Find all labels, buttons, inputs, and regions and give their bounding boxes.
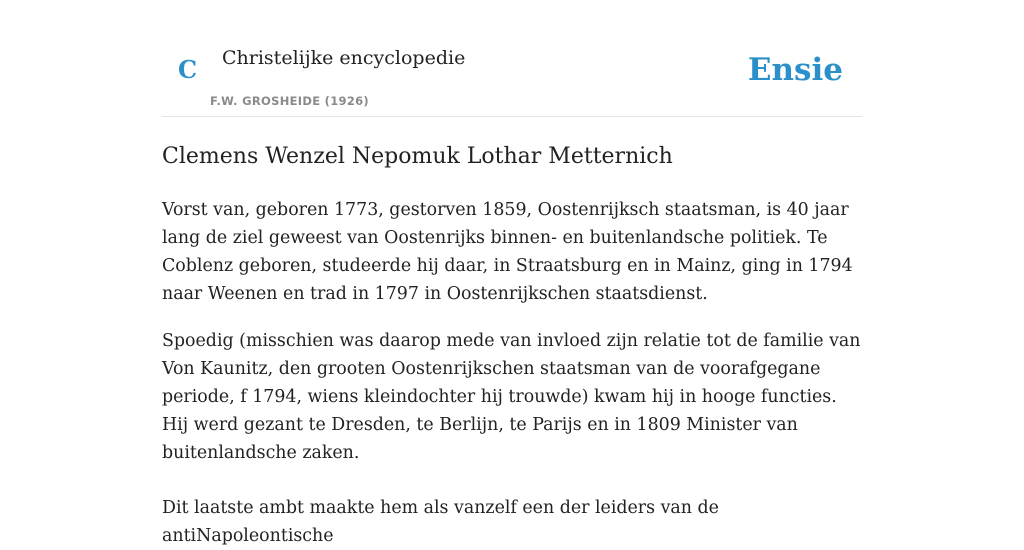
page bbox=[162, 0, 862, 550]
encyclopedia-title[interactable]: Christelijke encyclopedie bbox=[222, 47, 466, 69]
article-paragraph: Vorst van, geboren 1773, gestorven 1859, Oostenrijksch staatsman, is 40 jaar lang de ziel geweest van Oostenrijks binnen- en buitenlandsche politiek. Te Coblenz geboren, studeerde hij daar, in Straatsburg en in Mainz, ging in 1794 naar Weenen en trad in 1797 in Oostenrijkschen staatsdienst. bbox=[162, 200, 853, 304]
brand-logo[interactable]: Ensie bbox=[747, 52, 843, 88]
article-paragraph: Dit laatste ambt maakte hem als vanzelf een der leiders van de antiNapoleontische bbox=[162, 498, 719, 546]
encyclopedia-logo[interactable]: C bbox=[178, 55, 198, 84]
article-paragraph: Spoedig (misschien was daarop mede van invloed zijn relatie tot de familie van Von Kaunitz, den grooten Oostenrijkschen staatsman van de voorafgegane periode, f 1794, wiens kleindochter hij trouwde) kwam hij in hooge functies. Hij werd gezant te Dresden, te Berlijn, te Parijs en in 1809 Minister van buitenlandsche zaken. bbox=[162, 331, 861, 463]
header bbox=[162, 0, 862, 117]
encyclopedia-author: F.W. GROSHEIDE (1926) bbox=[210, 94, 369, 108]
article-title: Clemens Wenzel Nepomuk Lothar Metternich bbox=[162, 144, 673, 169]
